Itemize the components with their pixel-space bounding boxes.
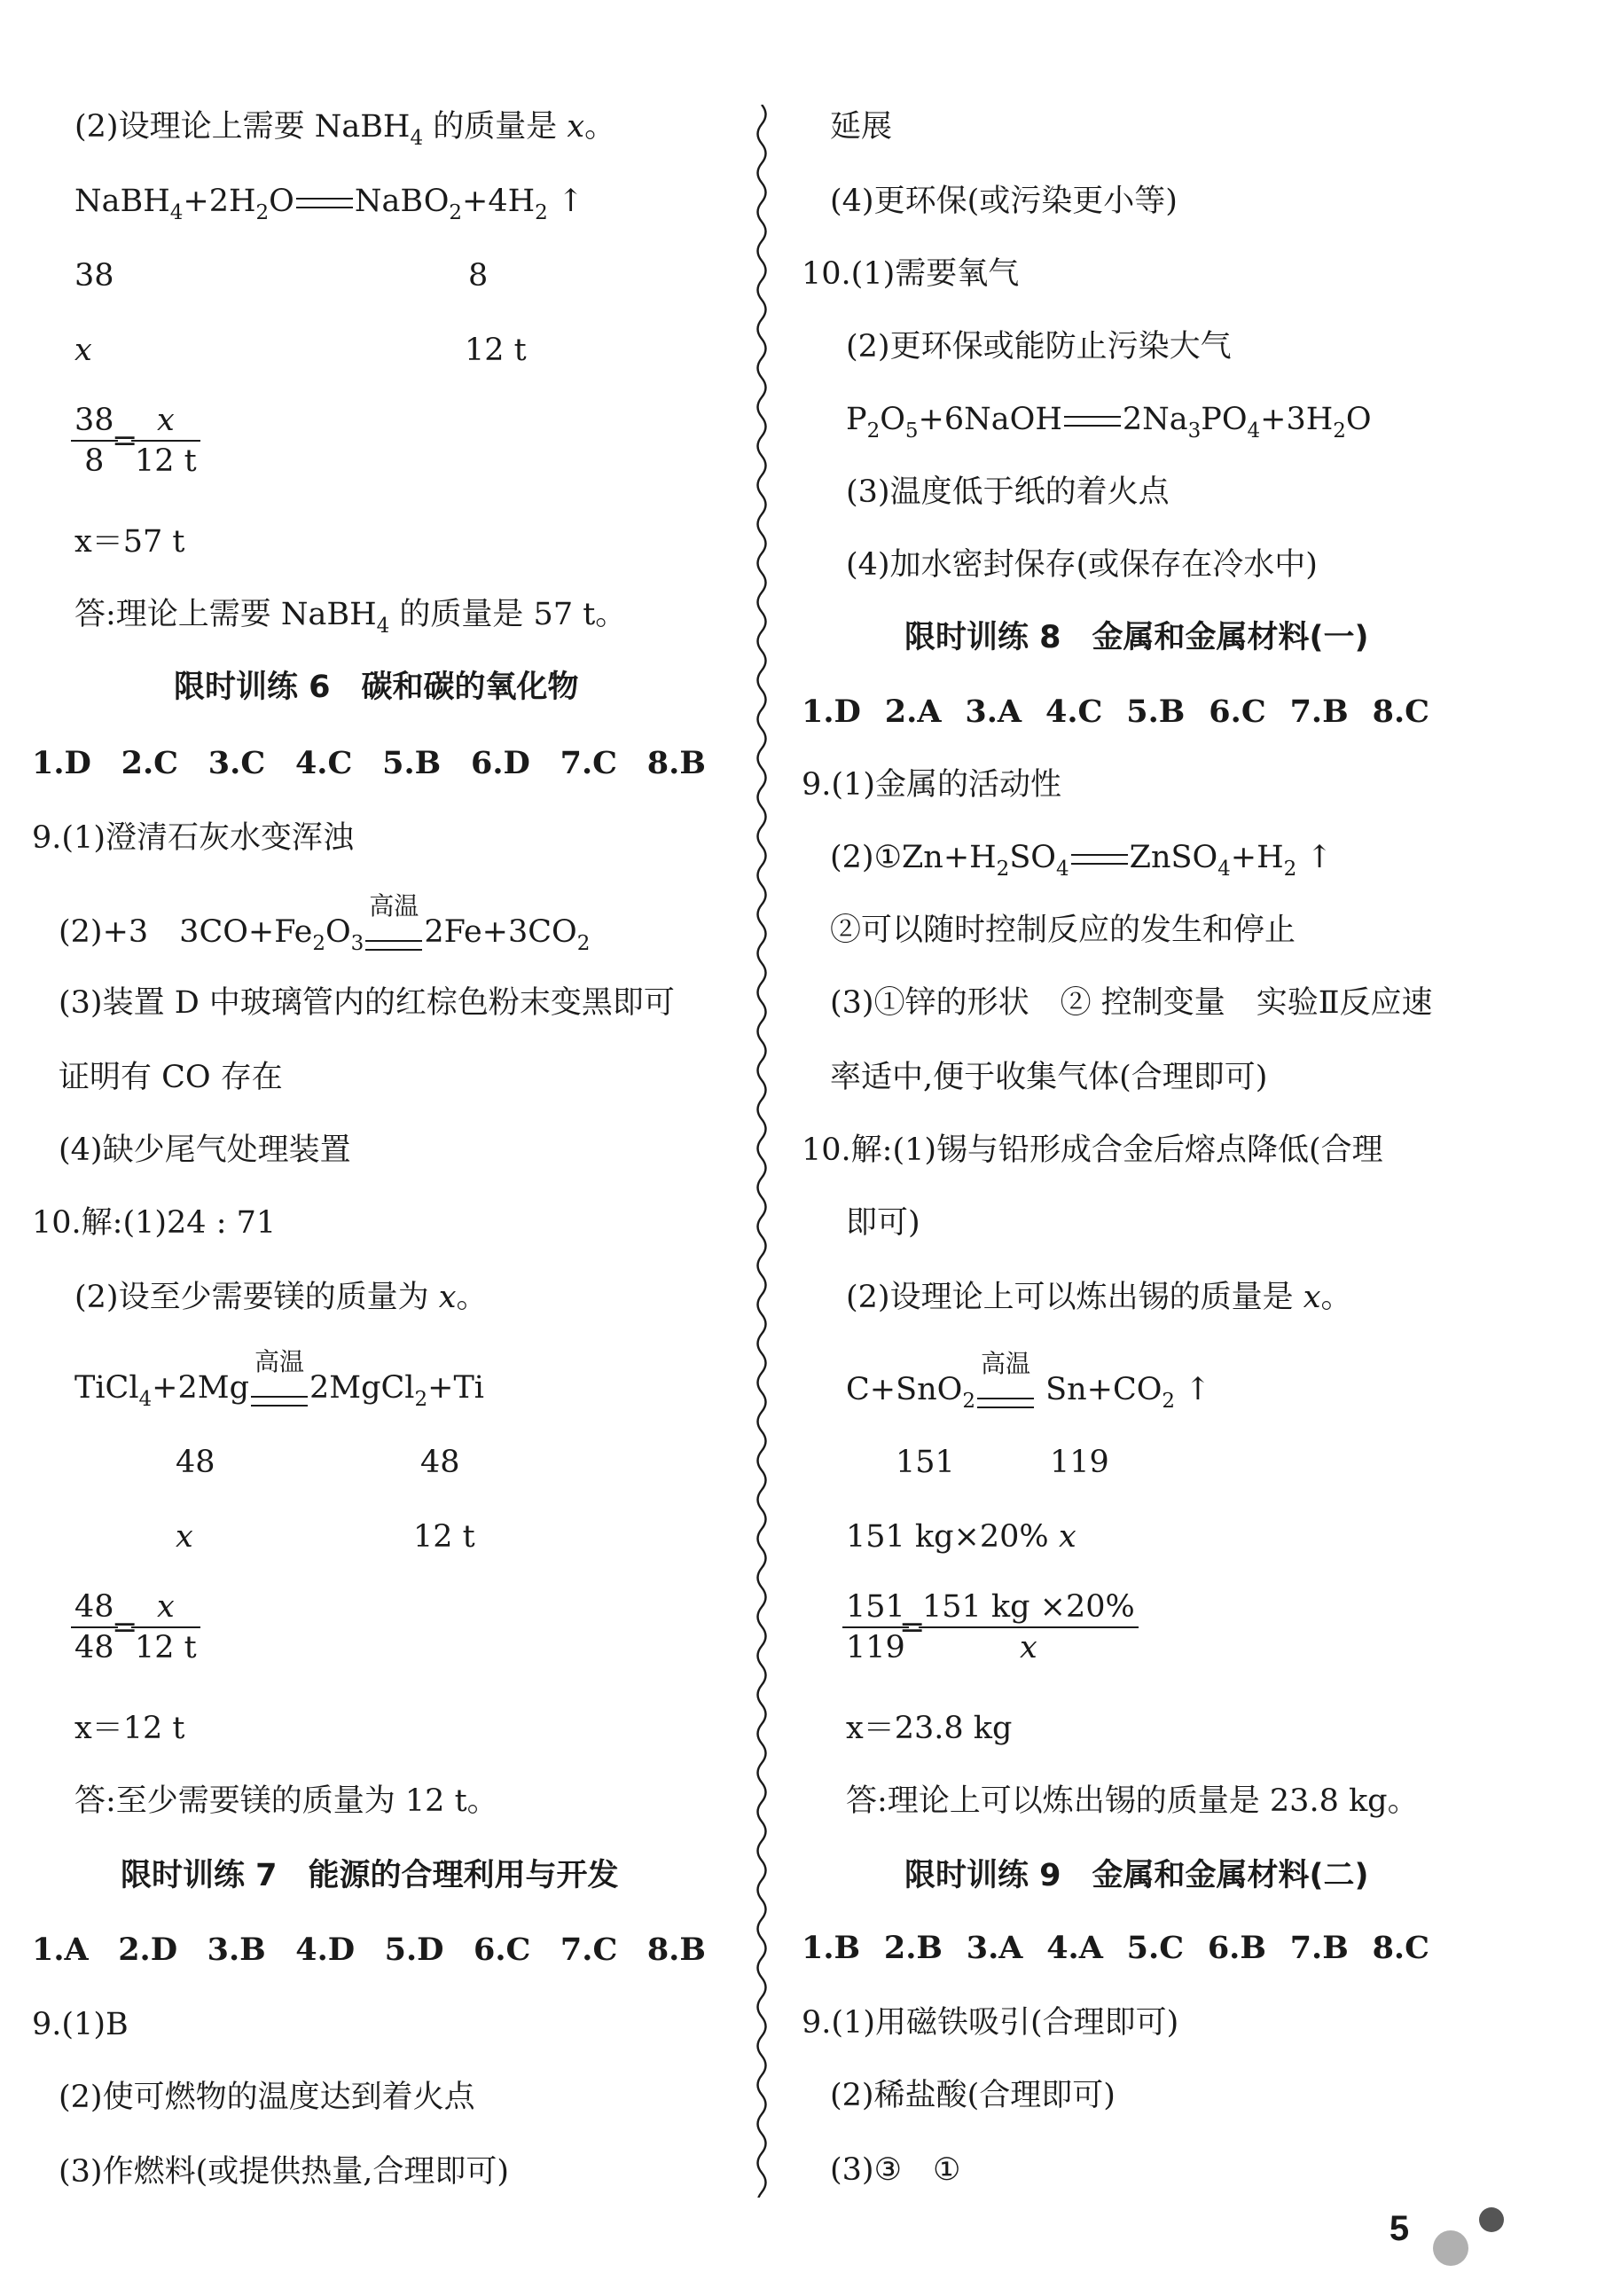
s9-q9-2: (2)稀盐酸(合理即可) <box>830 2078 1116 2113</box>
s6-q9-1: 9.(1)澄清石灰水变浑浊 <box>32 820 354 856</box>
s7-mc-item: 7.C <box>560 1932 618 1968</box>
s6-q10-1: 10.解:(1)24 : 71 <box>32 1205 277 1241</box>
s5-answer: 答:理论上需要 NaBH$_4$ 的质量是 57 t。 <box>74 597 627 638</box>
s8-fraction-right: $\frac{151 kg \times 20\%}{x}$ <box>919 1587 1139 1667</box>
s6-mc-item: 7.C <box>560 745 618 781</box>
s5-mass-2: 8 <box>468 258 489 294</box>
s8-mc-item: 5.B <box>1126 694 1186 730</box>
s5-result: x＝57 t <box>74 524 185 560</box>
s9-q9-1: 9.(1)用磁铁吸引(合理即可) <box>802 2005 1179 2041</box>
s7-mc-item: 3.B <box>207 1932 266 1968</box>
s6-fraction-left: $\frac{48}{48}$ <box>71 1587 118 1667</box>
s5-mass-1: 38 <box>74 258 114 294</box>
s6-mass-1: 48 <box>176 1445 215 1480</box>
s8-q10-2: (2)设理论上可以炼出锡的质量是 x。 <box>846 1280 1352 1315</box>
s5-unknown: x <box>74 333 92 368</box>
s8-mc-item: 4.C <box>1045 694 1103 730</box>
badge-dot-dark <box>1479 2207 1504 2232</box>
s5-q2-setup: (2)设理论上需要 NaBH$_4$ 的质量是 x。 <box>74 109 616 150</box>
s8-mc-item: 1.D <box>802 694 861 730</box>
s8-mc-item: 2.A <box>884 694 942 730</box>
r-q10-2: (2)更环保或能防止污染大气 <box>846 329 1232 364</box>
s8-mc-item: 7.B <box>1289 694 1349 730</box>
s8-mc-answers <box>802 692 1429 733</box>
s6-mc-item: 3.C <box>207 745 266 781</box>
s8-q9-2b: ②可以随时控制反应的发生和停止 <box>830 913 1296 948</box>
column-divider <box>750 105 773 2198</box>
s8-mc-item: 8.C <box>1372 694 1429 730</box>
s6-fraction-equals: = <box>112 1610 138 1645</box>
s6-condition: 高温 <box>369 891 419 921</box>
section-6-title: 限时训练 6 碳和碳的氧化物 <box>174 670 579 705</box>
s8-q9-3: (3)①锌的形状 ② 控制变量 实验Ⅱ反应速 <box>830 985 1433 1021</box>
s8-q9-2: $(2)①Zn+H_2SO_4$ $ZnSO_4+H_2$ ↑ <box>830 840 1333 881</box>
s6-q9-3: (3)装置 D 中玻璃管内的红棕色粉末变黑即可 <box>59 985 675 1021</box>
s9-mc-item: 3.A <box>966 1930 1023 1966</box>
s8-answer: 答:理论上可以炼出锡的质量是 23.8 kg。 <box>846 1783 1419 1819</box>
s9-mc-item: 8.C <box>1372 1930 1429 1966</box>
s5-given: 12 t <box>465 333 527 368</box>
s6-unknown: x <box>176 1519 193 1555</box>
s6-q9-4: (4)缺少尾气处理装置 <box>59 1132 351 1168</box>
s6-eq-condition: 高温 <box>254 1347 304 1376</box>
s6-mc-item: 2.C <box>121 745 179 781</box>
r-extension: 延展 <box>830 109 893 145</box>
s7-q9-2: (2)使可燃物的温度达到着火点 <box>59 2080 475 2115</box>
s6-mc-item: 4.C <box>294 745 353 781</box>
s7-q9-3: (3)作燃料(或提供热量,合理即可) <box>59 2154 510 2190</box>
page-number-badge <box>1366 2195 1507 2275</box>
s8-mass-1: 151 <box>896 1445 955 1480</box>
s6-q9-3b: 证明有 CO 存在 <box>59 1060 283 1095</box>
s8-eq-condition: 高温 <box>980 1349 1030 1378</box>
s6-mc-item: 1.D <box>32 745 91 781</box>
s9-q9-3: (3)③ ① <box>830 2152 961 2188</box>
r-q10-4: (4)加水密封保存(或保存在冷水中) <box>846 547 1318 583</box>
s6-q10-2: (2)设至少需要镁的质量为 x。 <box>74 1280 488 1315</box>
s7-q9-1: 9.(1)B <box>32 2007 129 2042</box>
s8-result: x＝23.8 kg <box>846 1711 1013 1746</box>
s5-fraction-equals: = <box>112 423 138 458</box>
s7-mc-item: 1.A <box>32 1932 89 1968</box>
s8-mc-item: 3.A <box>965 694 1022 730</box>
s5-equation <box>74 181 583 233</box>
s9-mc-item: 2.B <box>883 1930 943 1966</box>
s7-mc-item: 5.D <box>384 1932 444 1968</box>
section-9-title: 限时训练 9 金属和金属材料(二) <box>904 1858 1369 1893</box>
s6-mc-item: 8.B <box>646 745 706 781</box>
s7-mc-answers <box>32 1930 706 1971</box>
r-q10-1: 10.(1)需要氧气 <box>802 256 1020 292</box>
s5-fraction-right: $\frac{x}{12 t}$ <box>131 401 200 481</box>
s6-fraction-right: $\frac{x}{12 t}$ <box>131 1587 200 1667</box>
s6-answer: 答:至少需要镁的质量为 12 t。 <box>74 1783 498 1819</box>
s6-mass-2: 48 <box>420 1445 460 1480</box>
s5-eq-left: $NaBH_4+2H_2O$ <box>74 184 294 224</box>
s8-q9-1: 9.(1)金属的活动性 <box>802 767 1061 803</box>
s7-mc-item: 4.D <box>295 1932 356 1968</box>
s6-result: x＝12 t <box>74 1711 185 1746</box>
s6-given: 12 t <box>413 1519 475 1555</box>
r-equation: $P_2O_5+6NaOH$ $2Na_3PO_4+3H_2O$ <box>846 402 1372 443</box>
s8-mass-2: 119 <box>1050 1445 1109 1480</box>
s9-mc-item: 7.B <box>1289 1930 1349 1966</box>
s5-fraction-left: $\frac{38}{8}$ <box>71 401 118 481</box>
s8-q9-3b: 率适中,便于收集气体(合理即可) <box>830 1060 1268 1095</box>
s8-fraction-left: $\frac{151}{119}$ <box>842 1587 909 1667</box>
s8-given: 151 kg×20% <box>846 1519 1049 1555</box>
s6-mc-item: 5.B <box>382 745 442 781</box>
s8-q10-1: 10.解:(1)锡与铅形成合金后熔点降低(合理 <box>802 1132 1383 1168</box>
s8-unknown: x <box>1059 1519 1076 1555</box>
s8-equation: C+SnO$_2$ 高温 $Sn+CO_2$ ↑ <box>846 1349 1211 1413</box>
section-8-title: 限时训练 8 金属和金属材料(一) <box>904 620 1369 655</box>
s6-mc-item: 6.D <box>470 745 530 781</box>
r-q4: (4)更环保(或污染更小等) <box>830 184 1178 219</box>
s8-q10-1b: 即可) <box>846 1205 920 1241</box>
s9-mc-item: 5.C <box>1126 1930 1185 1966</box>
s5-eq-sign <box>296 198 353 208</box>
s7-mc-item: 6.C <box>474 1932 531 1968</box>
s8-fraction-equals: = <box>899 1610 926 1645</box>
s8-mc-item: 6.C <box>1209 694 1266 730</box>
page-number: 5 <box>1389 2209 1410 2248</box>
s7-mc-item: 8.B <box>646 1932 706 1968</box>
s9-mc-item: 6.B <box>1207 1930 1266 1966</box>
s9-mc-item: 4.A <box>1046 1930 1103 1966</box>
s6-q9-2: (2)+3 $3CO+Fe_2O_3$ 高温 $2Fe+3CO_2$ <box>59 891 591 955</box>
s7-mc-item: 2.D <box>118 1932 178 1968</box>
r-q10-3: (3)温度低于纸的着火点 <box>846 474 1170 510</box>
s6-equation: TiCl$_4$+2Mg 高温 2MgCl$_2$+Ti <box>74 1347 484 1411</box>
section-7-title: 限时训练 7 能源的合理利用与开发 <box>121 1858 619 1893</box>
s5-eq-right: $NaBO_2+4H_2$ ↑ <box>354 184 584 224</box>
s6-mc-answers <box>32 743 706 784</box>
badge-dot-light <box>1433 2230 1468 2266</box>
s9-mc-item: 1.B <box>802 1930 861 1966</box>
s9-mc-answers <box>802 1928 1429 1969</box>
